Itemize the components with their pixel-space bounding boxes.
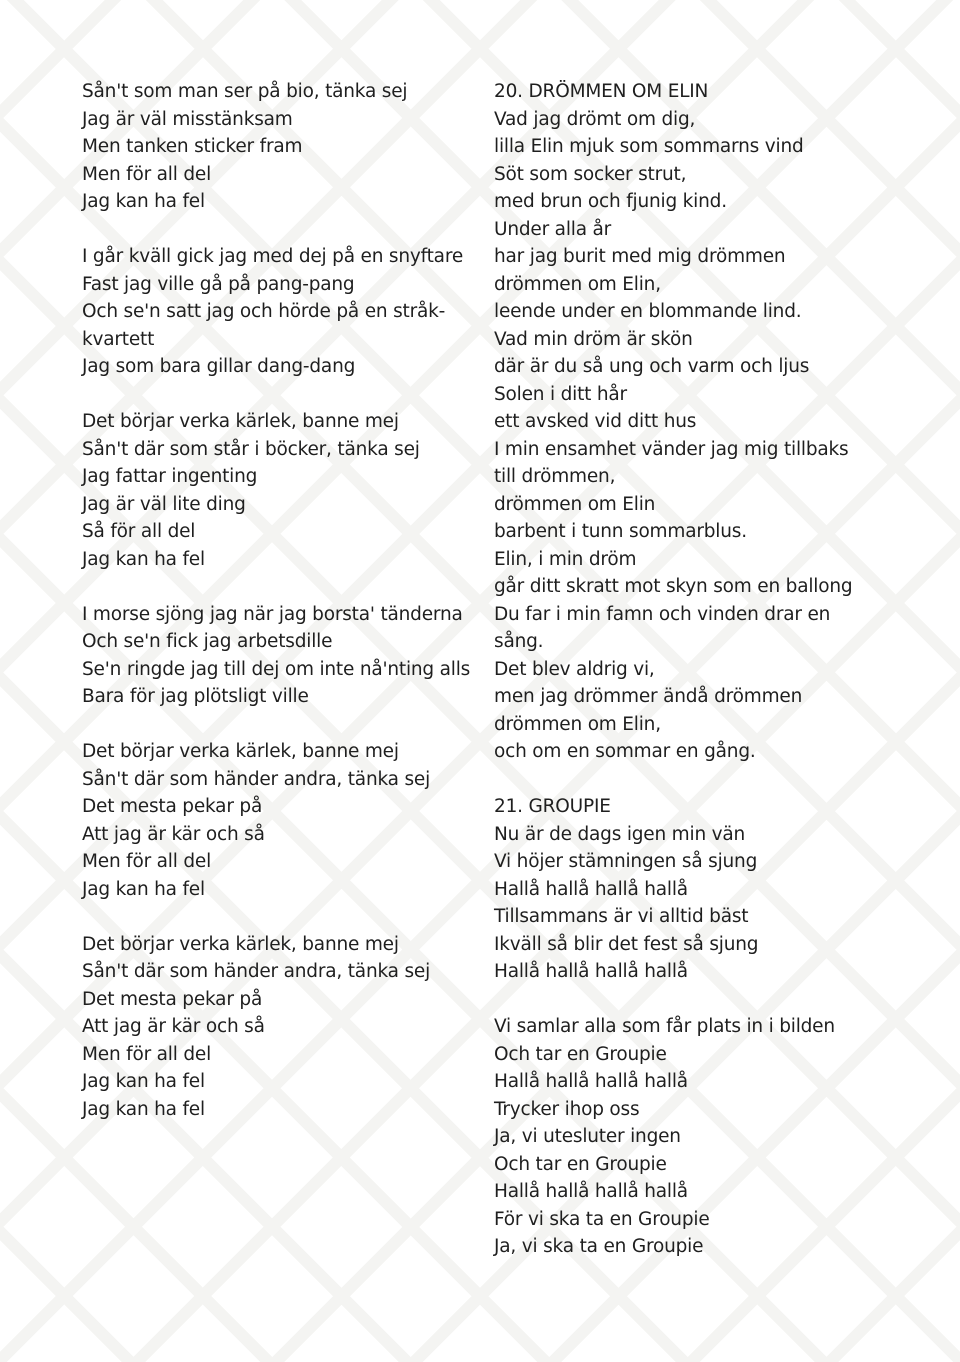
lyric-line: Ja, vi utesluter ingen [494, 1126, 681, 1147]
song-title-groupie: 21. GROUPIE [494, 796, 611, 817]
lyric-line: drömmen om Elin, [494, 273, 661, 295]
lyric-line: ett avsked vid ditt hus [494, 411, 697, 432]
lyric-line: Så för all del [82, 521, 196, 542]
lyric-line: Hallå hallå hallå hallå [494, 961, 688, 982]
lyric-line: Sån't som man ser på bio, tänka sej [82, 81, 408, 102]
lyric-line: Och tar en Groupie [494, 1043, 667, 1065]
lyric-line: Sån't där som står i böcker, tänka sej [82, 438, 420, 460]
lyric-line: Jag är väl lite ding [82, 493, 246, 515]
right-column [494, 78, 874, 1261]
lyric-line: För vi ska ta en Groupie [494, 1208, 710, 1230]
lyric-line: Det mesta pekar på [82, 988, 263, 1010]
lyric-line: Jag kan ha fel [82, 191, 205, 212]
lyric-line: Hallå hallå hallå hallå [494, 1071, 688, 1092]
lyric-line: kvartett [82, 328, 155, 350]
lyric-line: Jag kan ha fel [82, 878, 205, 900]
lyric-line: Ikväll så blir det fest så sjung [494, 933, 759, 955]
lyric-line: har jag burit med mig drömmen [494, 246, 786, 267]
lyric-line: Men tanken sticker fram [82, 136, 303, 157]
lyric-line: Jag kan ha fel [82, 1071, 205, 1092]
lyric-line: Fast jag ville gå på pang-pang [82, 273, 355, 295]
lyric-line: Och se'n fick jag arbetsdille [82, 631, 333, 652]
lyric-line: Trycker ihop oss [494, 1098, 640, 1120]
lyric-line: drömmen om Elin [494, 493, 656, 515]
lyric-line: I går kväll gick jag med dej på en snyftare [82, 246, 464, 267]
lyric-line: med brun och fjunig kind. [494, 191, 727, 212]
left-column [82, 78, 482, 1123]
lyric-line: Det börjar verka kärlek, banne mej [82, 933, 399, 955]
lyric-line: sång. [494, 631, 544, 652]
lyric-line: Tillsammans är vi alltid bäst [494, 906, 749, 927]
lyric-line: Det börjar verka kärlek, banne mej [82, 741, 399, 762]
song-title-drommen-om-elin: 20. DRÖMMEN OM ELIN [494, 81, 709, 102]
lyric-line: barbent i tunn sommarblus. [494, 521, 747, 542]
lyric-line: Du far i min famn och vinden drar en [494, 603, 831, 625]
lyric-line: men jag drömmer ändå drömmen [494, 686, 803, 707]
lyric-line: Det börjar verka kärlek, banne mej [82, 411, 399, 432]
stanza-gap [82, 573, 482, 601]
lyric-line: går ditt skratt mot skyn som en ballong [494, 576, 853, 597]
lyric-line: Men för all del [82, 163, 212, 185]
lyric-line: Jag som bara gillar dang-dang [82, 356, 356, 377]
lyric-line: Bara för jag plötsligt ville [82, 686, 309, 707]
lyric-line: Och se'n satt jag och hörde på en stråk- [82, 301, 446, 322]
lyric-line: Jag är väl misstänksam [82, 108, 293, 130]
stanza-gap [82, 216, 482, 244]
lyric-line: Jag fattar ingenting [82, 466, 258, 487]
lyric-line: där är du så ung och varm och ljus [494, 356, 810, 377]
lyric-line: och om en sommar en gång. [494, 741, 756, 762]
lyric-line: Hallå hallå hallå hallå [494, 878, 688, 900]
lyric-line: Ja, vi ska ta en Groupie [494, 1236, 704, 1257]
stanza-gap [494, 986, 874, 1014]
lyric-line: I min ensamhet vänder jag mig tillbaks [494, 438, 849, 460]
lyric-line: Sån't där som händer andra, tänka sej [82, 961, 431, 982]
song-lyrics-groupie [494, 821, 874, 1261]
stanza-gap [82, 903, 482, 931]
lyric-line: Elin, i min dröm [494, 548, 637, 570]
lyric-line: Vi samlar alla som får plats in i bilden [494, 1016, 835, 1037]
lyric-line: Vad min dröm är skön [494, 328, 693, 350]
lyric-line: Hallå hallå hallå hallå [494, 1181, 688, 1202]
lyric-line: lilla Elin mjuk som sommarns vind [494, 136, 804, 157]
lyric-line: Att jag är kär och så [82, 1016, 265, 1037]
lyric-line: Men för all del [82, 851, 212, 872]
lyric-line: Det blev aldrig vi, [494, 658, 655, 680]
lyric-line: I morse sjöng jag när jag borsta' tänderna [82, 603, 463, 625]
lyric-line: Jag kan ha fel [82, 548, 205, 570]
lyric-line: Söt som socker strut, [494, 163, 687, 185]
stanza-gap [82, 381, 482, 409]
lyric-line: Nu är de dags igen min vän [494, 823, 746, 845]
lyric-line: Och tar en Groupie [494, 1153, 667, 1175]
lyric-line: Jag kan ha fel [82, 1098, 205, 1120]
stanza-gap [494, 766, 874, 794]
song-lyrics-drommen-om-elin [494, 106, 874, 766]
lyric-line: Solen i ditt hår [494, 383, 627, 405]
lyric-line: Men för all del [82, 1043, 212, 1065]
lyric-line: Det mesta pekar på [82, 796, 263, 817]
lyric-line: Vi höjer stämningen så sjung [494, 851, 758, 872]
lyric-line: drömmen om Elin, [494, 713, 661, 735]
lyric-line: Under alla år [494, 218, 612, 240]
lyric-line: Att jag är kär och så [82, 823, 265, 845]
lyric-line: till drömmen, [494, 466, 616, 487]
lyric-line: Vad jag drömt om dig, [494, 108, 696, 130]
stanza-gap [82, 711, 482, 739]
lyric-line: Sån't där som händer andra, tänka sej [82, 768, 431, 790]
lyric-line: leende under en blommande lind. [494, 301, 802, 322]
lyric-line: Se'n ringde jag till dej om inte nå'nting alls [82, 658, 471, 680]
